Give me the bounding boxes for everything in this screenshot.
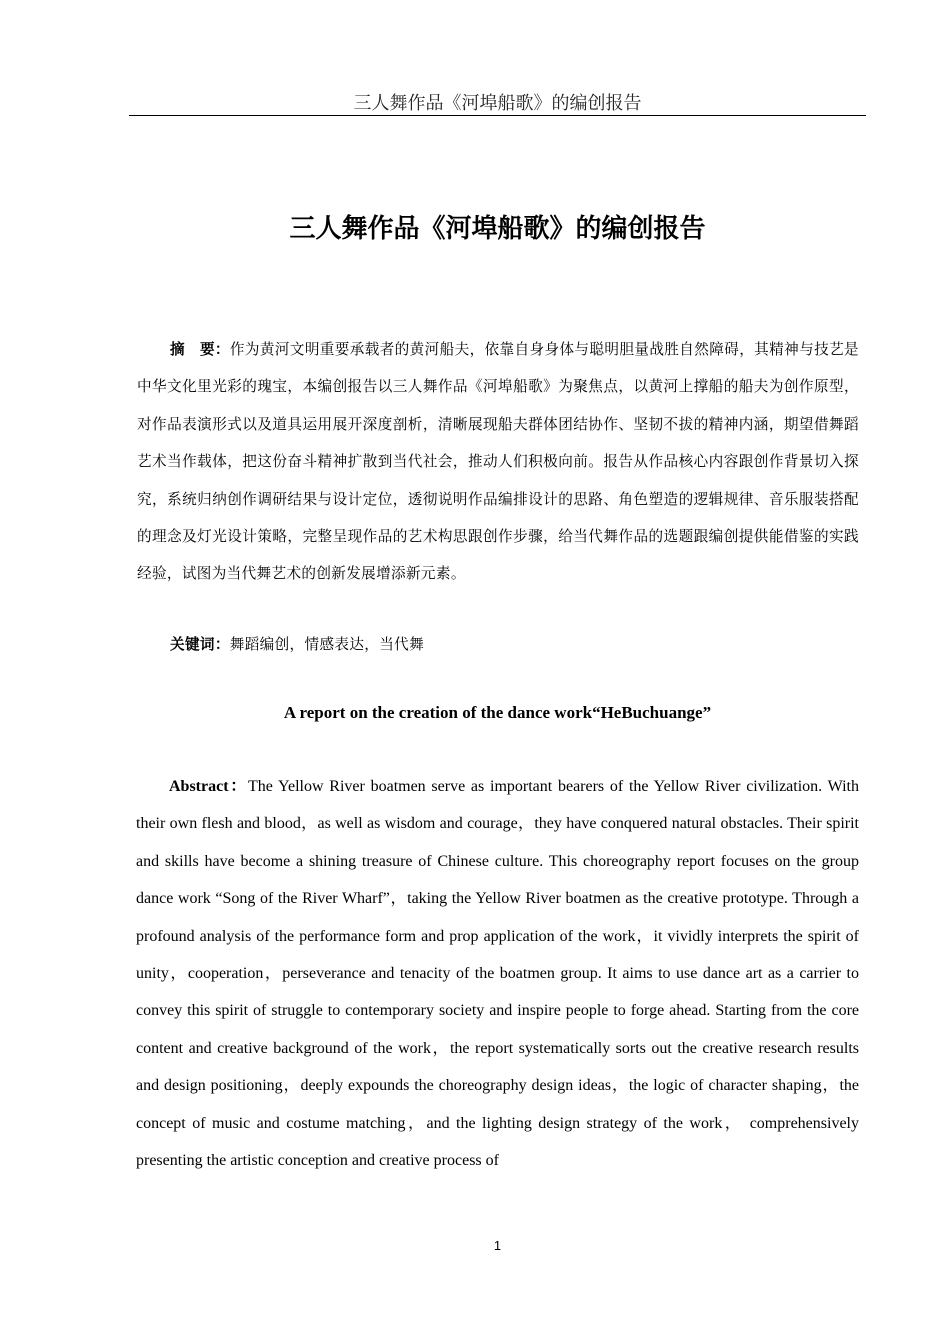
keywords-cn xyxy=(170,626,859,663)
abstract-cn-text: 作为黄河文明重要承载者的黄河船夫，依靠自身身体与聪明胆量战胜自然障碍，其精神与技艺是中华文化里光彩的瑰宝，本编创报告以三人舞作品《河埠船歌》为聚焦点，以黄河上撑船的船夫为创作原型，对作品表演形式以及道具运用展开深度剖析，清晰展现船夫群体团结协作、坚韧不拔的精神内涵，期望借舞蹈艺术当作载体，把这份奋斗精神扩散到当代社会，推动人们积极向前。报告从作品核心内容跟创作背景切入探究，系统归纳创作调研结果与设计定位，透彻说明作品编排设计的思路、角色塑造的逻辑规律、音乐服装搭配的理念及灯光设计策略，完整呈现作品的艺术构思跟创作步骤，给当代舞作品的选题跟编创提供能借鉴的实践经验，试图为当代舞艺术的创新发展增添新元素。 xyxy=(137,341,859,583)
running-header: 三人舞作品《河埠船歌》的编创报告 xyxy=(353,93,642,114)
page-number: 1 xyxy=(493,1238,502,1253)
header-rule xyxy=(129,115,866,116)
abstract-en-label: Abstract： xyxy=(169,778,249,795)
abstract-cn-label: 摘 要： xyxy=(170,341,230,358)
abstract-en xyxy=(136,768,859,1179)
keywords-cn-text: 舞蹈编创，情感表达，当代舞 xyxy=(229,636,425,653)
abstract-cn xyxy=(137,331,859,593)
english-title: A report on the creation of the dance work“HeBuchuange” xyxy=(283,703,712,722)
keywords-cn-label: 关键词： xyxy=(170,636,230,653)
abstract-en-text: The Yellow River boatmen serve as important bearers of the Yellow River civilization. With their own flesh and blood，as well as wisdom and courage，they have conquered natural obstacles. Their spirit and skills have become a shining treasure of Chinese culture. This choreography report focuses on the group dance work “Song of the River Wharf”，taking the Yellow River boatmen as the creative prototype. Through a profound analysis of the performance form and prop application of the work，it vividly interprets the spirit of unity，cooperation，perseverance and tenacity of the boatmen group. It aims to use dance art as a carrier to convey this spirit of struggle to contemporary society and inspire people to forge ahead. Starting from the core content and creative background of the work，the report systematically sorts out the creative research results and design positioning，deeply expounds the choreography design ideas，the logic of character shaping，the concept of music and costume matching，and the lighting design strategy of the work， comprehensively presenting the artistic conception and creative process of xyxy=(136,778,859,1170)
page-title: 三人舞作品《河埠船歌》的编创报告 xyxy=(289,214,706,244)
